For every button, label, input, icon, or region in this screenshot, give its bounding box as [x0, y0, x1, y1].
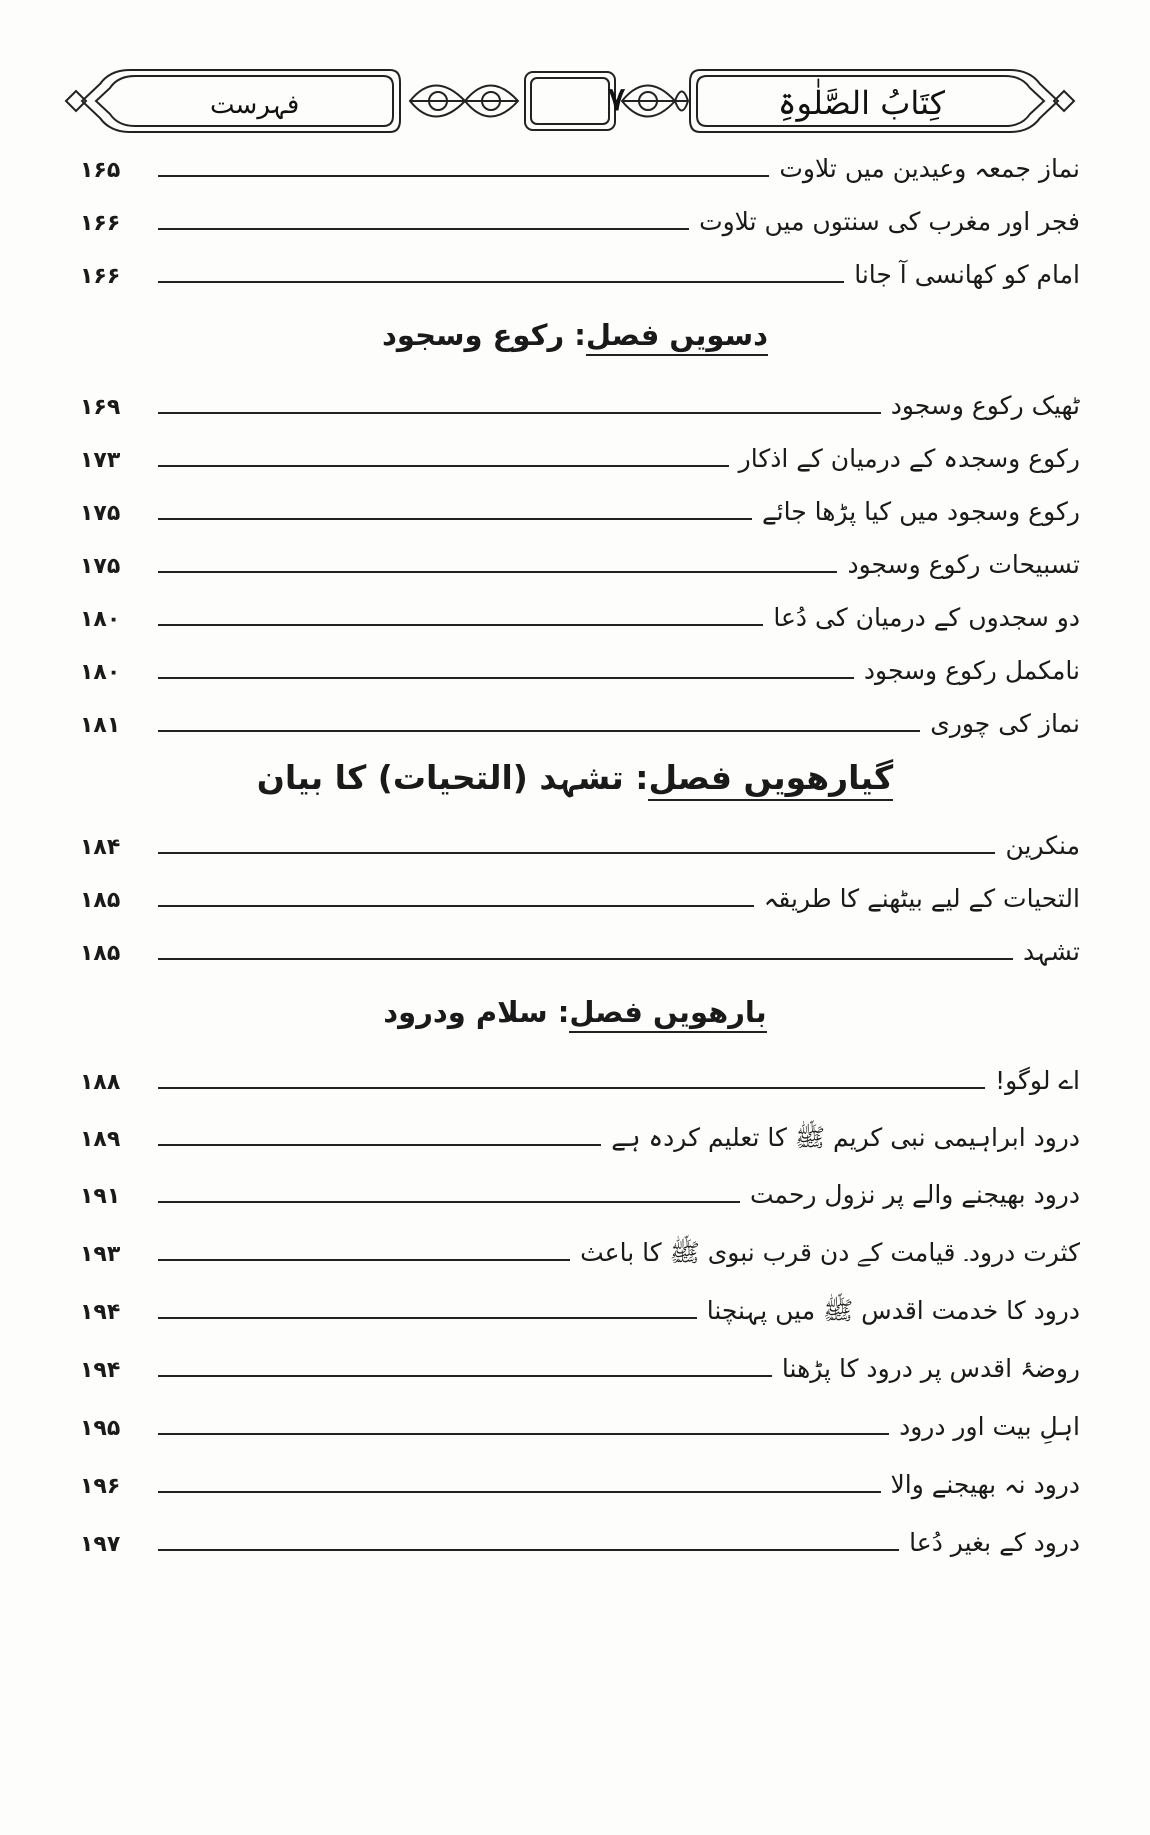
entry-page-number: ۱۹۳ — [80, 1241, 121, 1267]
entry-title: اے لوگو! — [995, 1066, 1080, 1095]
toc-entry — [80, 138, 1080, 184]
entry-page-number: ۱۹۷ — [80, 1531, 121, 1557]
dot-leader — [158, 958, 1013, 960]
chapter-heading: بارھویں فصل: سلام ودرود — [0, 995, 1150, 1029]
chapter-label: گیارھویں فصل — [648, 758, 893, 801]
toc-entry — [80, 428, 1080, 474]
dot-leader — [158, 1201, 740, 1203]
dot-leader — [158, 571, 837, 573]
dot-leader — [158, 905, 754, 907]
entry-title: تسبیحات رکوع وسجود — [847, 550, 1080, 579]
chapter-label: بارھویں فصل — [569, 995, 766, 1033]
entry-title: رکوع وسجدہ کے درمیان کے اذکار — [738, 444, 1080, 473]
entry-title: کثرت درود۔ قیامت کے دن قرب نبوی ﷺ کا باعث — [580, 1238, 1080, 1267]
page-number: ۷ — [608, 80, 626, 118]
entry-page-number: ۱۷۳ — [80, 447, 121, 473]
toc-entry — [80, 1454, 1080, 1500]
dot-leader — [158, 1375, 772, 1377]
entry-page-number: ۱۶۹ — [80, 394, 121, 420]
entry-title: درود ابراہیمی نبی کریم ﷺ کا تعلیم کردہ ہے — [611, 1123, 1080, 1152]
dot-leader — [158, 730, 920, 732]
toc-entry — [80, 1280, 1080, 1326]
section-title: فہرست — [210, 90, 300, 120]
entry-page-number: ۱۶۶ — [80, 263, 121, 289]
entry-title: رکوع وسجود میں کیا پڑھا جائے — [761, 497, 1080, 526]
entry-title: روضۂ اقدس پر درود کا پڑھنا — [781, 1354, 1080, 1383]
entry-page-number: ۱۶۶ — [80, 210, 121, 236]
entry-page-number: ۱۶۵ — [80, 157, 121, 183]
entry-page-number: ۱۸۵ — [80, 940, 121, 966]
entry-title: ٹھیک رکوع وسجود — [890, 391, 1080, 420]
dot-leader — [158, 1549, 899, 1551]
entry-page-number: ۱۸۱ — [80, 712, 121, 738]
toc-entry — [80, 1396, 1080, 1442]
book-title: کِتَابُ الصَّلٰوۃِ — [777, 84, 945, 122]
toc-entry — [80, 921, 1080, 967]
page-header — [60, 62, 1080, 140]
dot-leader — [158, 1491, 881, 1493]
dot-leader — [158, 412, 881, 414]
entry-page-number: ۱۹۶ — [80, 1473, 121, 1499]
toc-entry — [80, 693, 1080, 739]
dot-leader — [158, 281, 844, 283]
entry-title: درود بھیجنے والے پر نزول رحمت — [749, 1180, 1080, 1209]
entry-title: دو سجدوں کے درمیان کی دُعا — [773, 603, 1080, 632]
entry-title: اہلِ بیت اور درود — [899, 1412, 1080, 1441]
entry-title: فجر اور مغرب کی سنتوں میں تلاوت — [699, 207, 1080, 236]
dot-leader — [158, 852, 995, 854]
toc-entry — [80, 1222, 1080, 1268]
dot-leader — [158, 465, 729, 467]
dot-leader — [158, 518, 752, 520]
dot-leader — [158, 1144, 601, 1146]
chapter-heading: دسویں فصل: رکوع وسجود — [0, 318, 1150, 352]
toc-entry — [80, 868, 1080, 914]
dot-leader — [158, 228, 689, 230]
entry-page-number: ۱۸۴ — [80, 834, 121, 860]
entry-title: درود کے بغیر دُعا — [909, 1528, 1080, 1557]
entry-title: تشہد — [1022, 937, 1080, 966]
entry-page-number: ۱۸۵ — [80, 887, 121, 913]
entry-title: التحیات کے لیے بیٹھنے کا طریقہ — [763, 884, 1080, 913]
toc-entry — [80, 1338, 1080, 1384]
entry-page-number: ۱۸۸ — [80, 1069, 121, 1095]
entry-page-number: ۱۸۰ — [80, 606, 121, 632]
dot-leader — [158, 624, 763, 626]
toc-entry — [80, 1107, 1080, 1153]
toc-entry — [80, 587, 1080, 633]
entry-page-number: ۱۷۵ — [80, 500, 121, 526]
toc-entry — [80, 534, 1080, 580]
chapter-title: رکوع وسجود — [382, 318, 565, 352]
entry-title: نماز کی چوری — [930, 709, 1080, 738]
toc-entry — [80, 375, 1080, 421]
toc-entry — [80, 244, 1080, 290]
dot-leader — [158, 1317, 697, 1319]
toc-entry — [80, 481, 1080, 527]
entry-title: درود کا خدمت اقدس ﷺ میں پہنچنا — [706, 1296, 1080, 1325]
entry-title: درود نہ بھیجنے والا — [890, 1470, 1080, 1499]
chapter-label: دسویں فصل — [586, 318, 768, 356]
toc-entry — [80, 640, 1080, 686]
entry-title: منکرین — [1005, 831, 1080, 860]
entry-page-number: ۱۸۹ — [80, 1126, 121, 1152]
entry-page-number: ۱۹۱ — [80, 1183, 121, 1209]
toc-entry — [80, 815, 1080, 861]
toc-entry — [80, 1164, 1080, 1210]
dot-leader — [158, 1259, 570, 1261]
toc-entry — [80, 191, 1080, 237]
chapter-title: تشہد (التحیات) کا بیان — [256, 758, 624, 797]
chapter-title: سلام ودرود — [383, 995, 548, 1029]
chapter-heading: گیارھویں فصل: تشہد (التحیات) کا بیان — [0, 758, 1150, 797]
toc-entry — [80, 1512, 1080, 1558]
dot-leader — [158, 1433, 889, 1435]
entry-title: نامکمل رکوع وسجود — [863, 656, 1080, 685]
entry-page-number: ۱۸۰ — [80, 659, 121, 685]
dot-leader — [158, 1087, 985, 1089]
entry-page-number: ۱۹۵ — [80, 1415, 121, 1441]
entry-title: امام کو کھانسی آ جانا — [854, 260, 1080, 289]
entry-page-number: ۱۷۵ — [80, 553, 121, 579]
entry-page-number: ۱۹۴ — [80, 1357, 121, 1383]
toc-entry — [80, 1050, 1080, 1096]
entry-title: نماز جمعہ وعیدین میں تلاوت — [779, 154, 1080, 183]
dot-leader — [158, 175, 769, 177]
entry-page-number: ۱۹۴ — [80, 1299, 121, 1325]
dot-leader — [158, 677, 854, 679]
